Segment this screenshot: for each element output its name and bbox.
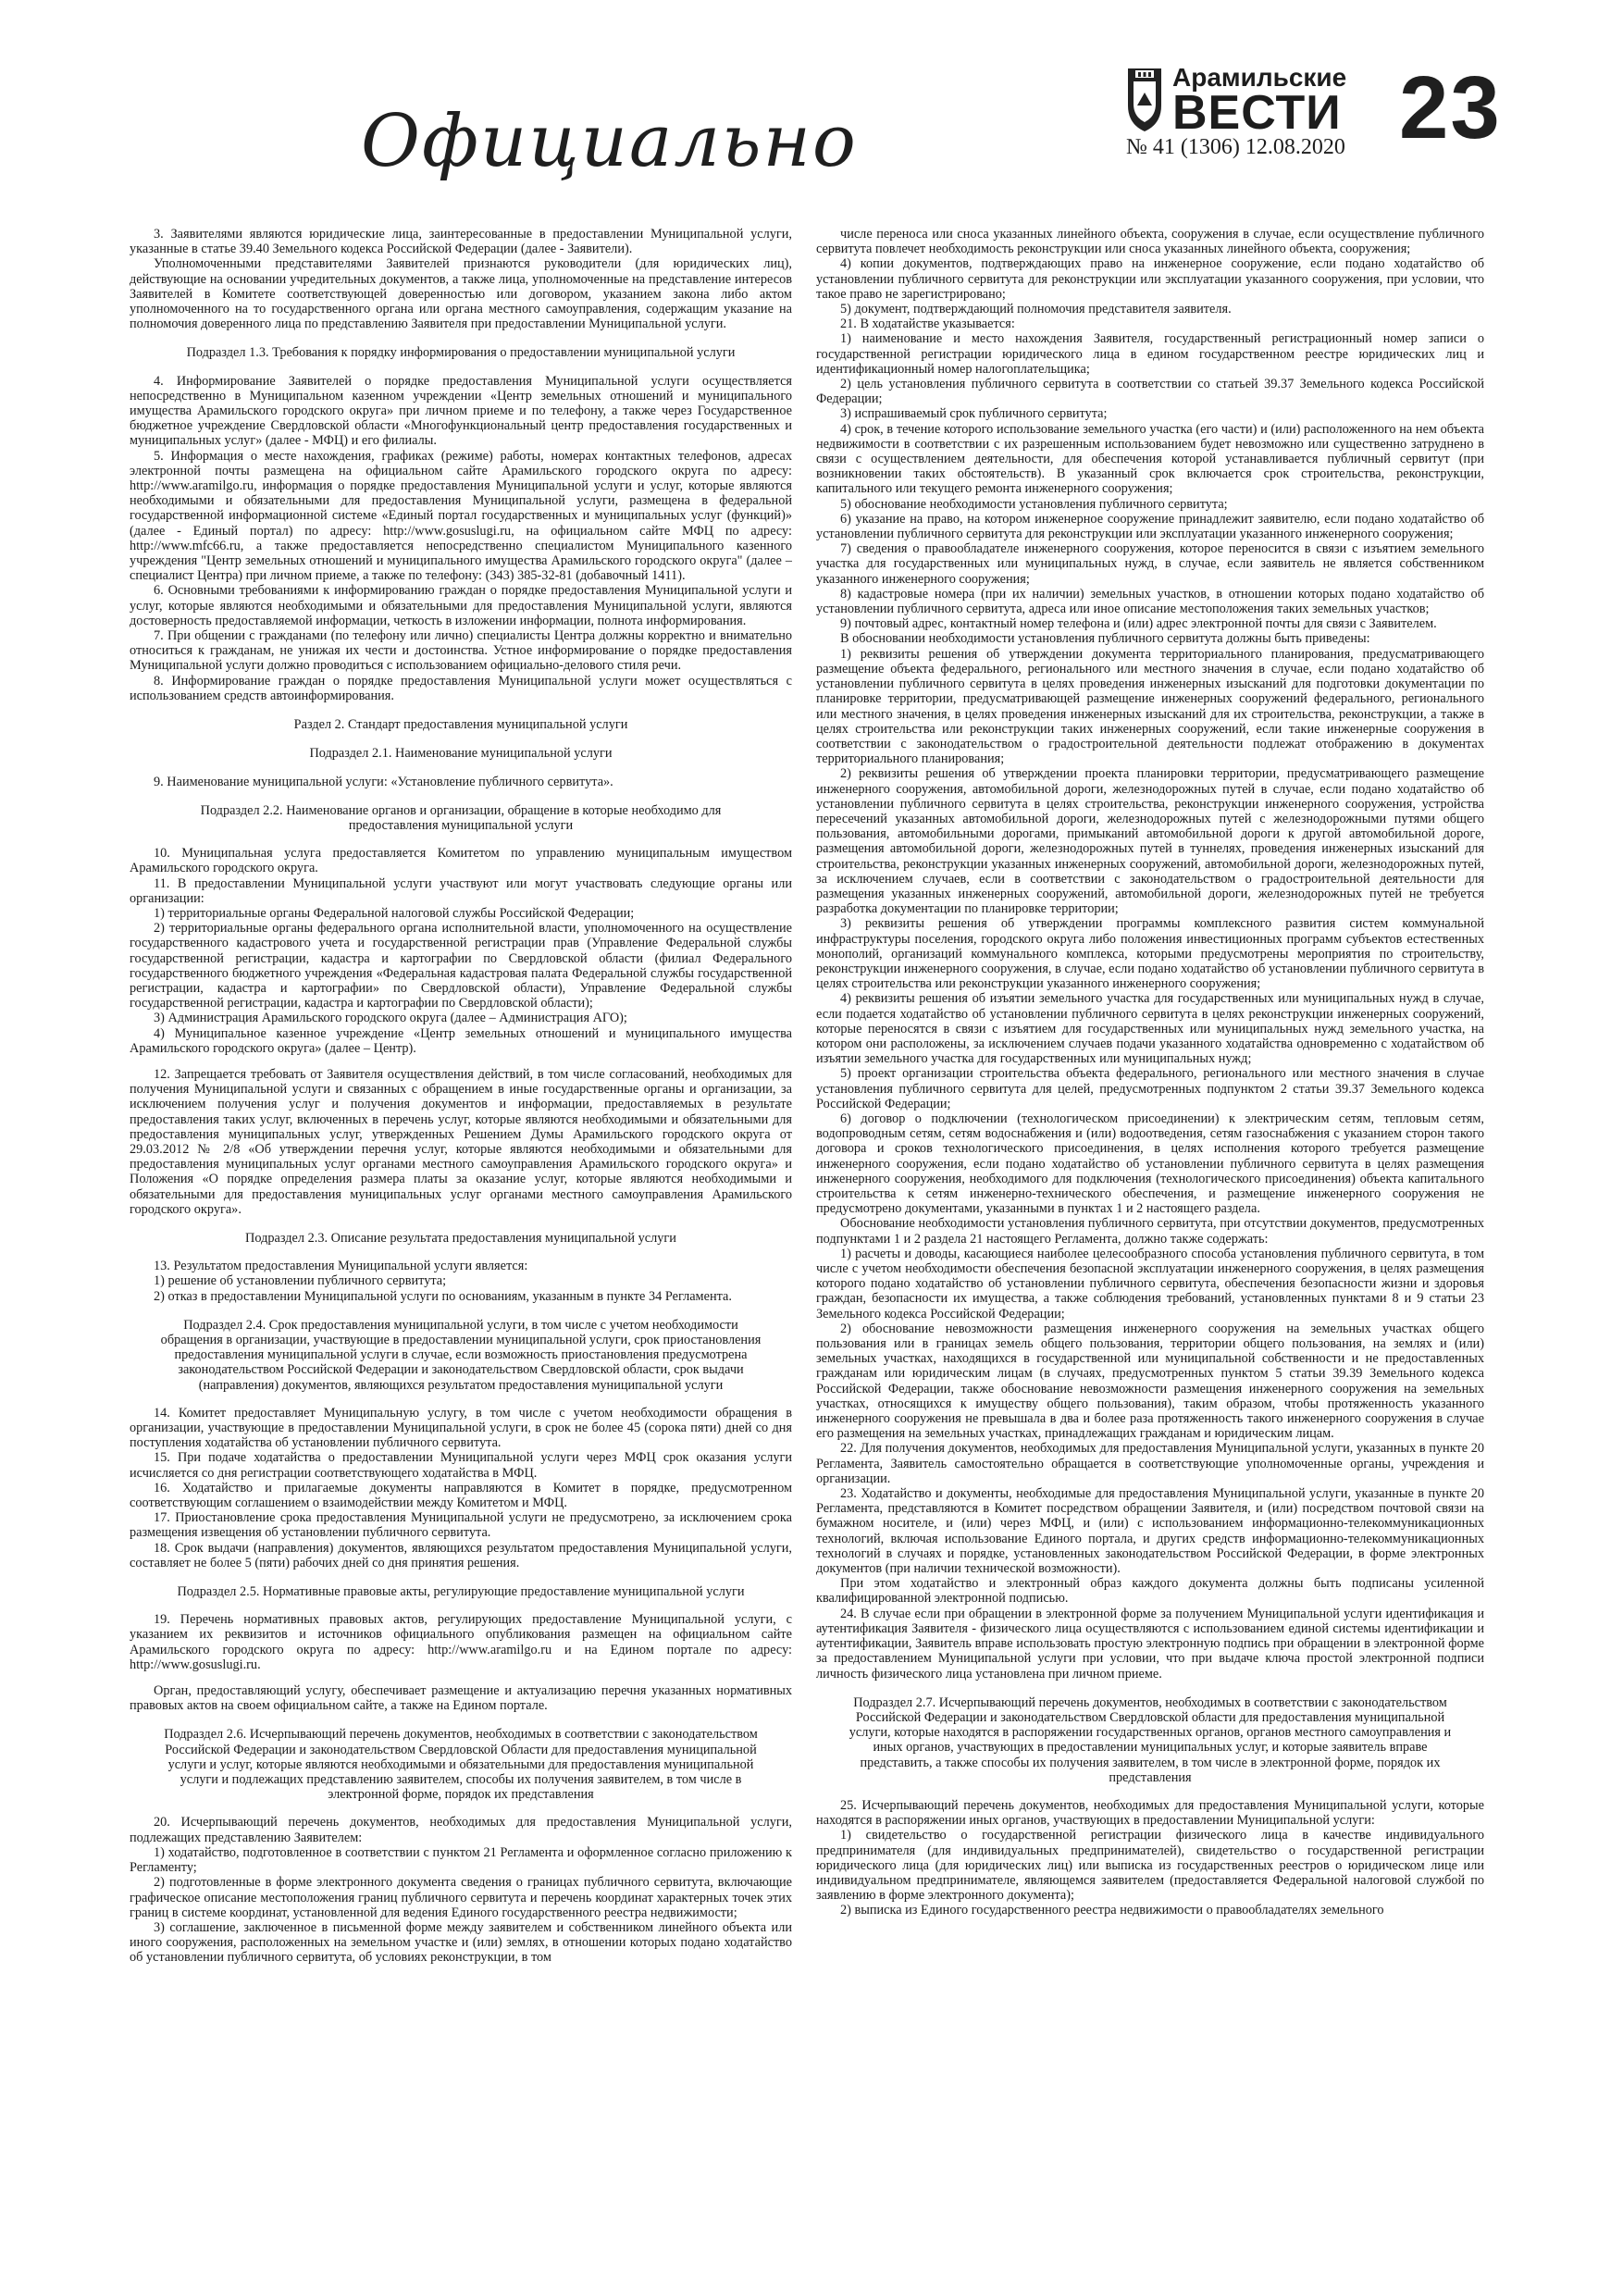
paragraph: 1) ходатайство, подготовленное в соответствии с пунктом 21 Регламента и оформленное согласно приложению к Регламенту;: [130, 1844, 792, 1876]
paragraph: 8. Информирование граждан о порядке предоставления Муниципальной услуги может осуществляться с использованием средств автоинформирования.: [130, 673, 792, 703]
paragraph: 3) испрашиваемый срок публичного сервитута;: [840, 406, 1108, 422]
subsection-heading: Подраздел 2.4. Срок предоставления муниципальной услуги, в том числе с учетом необходимости обращения в организации, участвующие в предоставлении муниципальной услуги, срок приостановления предоставления муниципальной услуги в случае, если возможность приостановления предусмотрена законодательством Российской Федерации и законодательством Свердловской области, срок выдачи (направления) документов, являющихся результатом предоставления муниципальной услуги: [160, 1317, 762, 1393]
paragraph: Уполномоченными представителями Заявителей признаются руководители (для юридических лиц), действующие на основании учредительных документов, а также лица, уполномоченные на представление интересов Заявителей в Комитете соответствующей доверенностью или договором, указанием закона либо актом уполномоченного на то государственного органа или органа местного самоуправления, содержащим указание на полномочия доверенного лица по представлению Заявителя при предоставлении Муниципальной услуги.: [130, 256, 792, 332]
subsection-heading: Подраздел 2.6. Исчерпывающий перечень документов, необходимых в соответствии с законодательством Российской Федерации и законодательством Свердловской Области для предоставления муниципальной услуги и услуг, которые являются необходимыми и обязательными для предоставления муниципальной услуги и подлежащих представлению заявителем, способы их получения заявителем, в том числе в электронной форме, порядок их представления: [164, 1727, 758, 1803]
subsection-heading: Подраздел 2.5. Нормативные правовые акты, регулирующие предоставление муниципальной услуги: [177, 1584, 745, 1600]
paragraph: 7) сведения о правообладателе инженерного сооружения, которое переносится в связи с изъятием земельного участка для государственных или муниципальных нужд, в случае, если заявитель не является собственником указанного инженерного сооружения;: [816, 541, 1484, 587]
paragraph: 13. Результатом предоставления Муниципальной услуги является:: [154, 1259, 528, 1274]
paragraph: При этом ходатайство и электронный образ каждого документа должны быть подписаны усиленной квалифицированной электронной подписью.: [816, 1576, 1484, 1607]
paragraph: 5) документ, подтверждающий полномочия представителя заявителя.: [840, 302, 1232, 317]
paragraph: 2) подготовленные в форме электронного документа сведения о границах публичного сервитута, включающие графическое описание местоположения границ публичного сервитута и перечень координат характерных точек этих границ в системе координат, установленной для ведения Единого государственного реестра недвижимости;: [130, 1875, 792, 1920]
paragraph: 6) указание на право, на котором инженерное сооружение принадлежит заявителю, если подано ходатайство об установлении публичного сервитута для реконструкции или эксплуатации указанного инженерного сооружения;: [816, 511, 1484, 542]
paragraph: Обоснование необходимости установления публичного сервитута, при отсутствии документов, предусмотренных подпунктами 1 и 2 раздела 21 настоящего Регламента, должно также содержать:: [816, 1216, 1484, 1247]
paragraph: 19. Перечень нормативных правовых актов, регулирующих предоставление Муниципальной услуги, с указанием их реквизитов и источников официального опубликования размещен на официальном сайте Арамильского городского округа по адресу: http://www.aramilgo.ru и на Едином портале по адресу: http://www.gosuslugi.ru.: [130, 1612, 792, 1672]
newspaper-name-main: ВЕСТИ: [1172, 86, 1342, 140]
paragraph: 1) решение об установлении публичного сервитута;: [154, 1273, 447, 1289]
right-text-column: [816, 227, 1484, 2283]
paragraph: Орган, предоставляющий услугу, обеспечивает размещение и актуализацию перечня указанных нормативных правовых актов на своем официальном сайте, а также на Едином портале.: [130, 1683, 792, 1714]
paragraph: 4) срок, в течение которого использование земельного участка (его части) и (или) расположенного на нем объекта недвижимости в соответствии с их разрешенным использованием будет невозможно или существенно затруднено в связи с осуществлением деятельности, для обеспечения которой устанавливается публичный сервитут (при возникновении таких обстоятельств). В указанный срок включается срок строительства, реконструкции, капитального или текущего ремонта инженерного сооружения;: [816, 421, 1484, 497]
paragraph: 1) расчеты и доводы, касающиеся наиболее целесообразного способа установления публичного сервитута, в том числе с учетом необходимости обеспечения безопасной эксплуатации инженерного сооружения, в целях размещения которого подано ходатайство об установлении публичного сервитута, обеспечения безопасности жизни и здоровья граждан, безопасности их имущества, а также соблюдения требований, установленных пунктами 8 и 9 статьи 23 Земельного кодекса Российской Федерации;: [816, 1246, 1484, 1322]
paragraph: 23. Ходатайство и документы, необходимые для предоставления Муниципальной услуги, указанные в пункте 20 Регламента, представляются в Комитет посредством обращении Заявителя, и (или) посредством почтовой связи на бумажном носителе, и (или) через МФЦ, и (или) с использованием информационно-телекоммуникационных технологий, включая использование Единого портала, и других средств информационно-телекоммуникационных технологий в случаях и порядке, установленных законодательством Российской Федерации, в форме электронных документов (при наличии технической возможности).: [816, 1486, 1484, 1577]
subsection-heading: Подраздел 1.3. Требования к порядку информирования о предоставлении муниципальной услуги: [186, 345, 736, 361]
paragraph: 17. Приостановление срока предоставления Муниципальной услуги не предусмотрено, за исключением срока размещения извещения об установлении публичного сервитута.: [130, 1510, 792, 1541]
paragraph: 3) реквизиты решения об утверждении программы комплексного развития систем коммунальной инфраструктуры поселения, городского округа либо положения инвестиционных программ субъектов естественных монополий, организаций коммунального комплекса, которыми предусмотрены мероприятия по строительству, реконструкции инженерного сооружения, в случае, если подано ходатайство об установлении публичного сервитута в целях строительства или реконструкции указанного инженерного сооружения;: [816, 916, 1484, 992]
paragraph: 9. Наименование муниципальной услуги: «Установление публичного сервитута».: [154, 774, 613, 789]
paragraph: 1) территориальные органы Федеральной налоговой службы Российской Федерации;: [154, 905, 635, 921]
paragraph: 4) Муниципальное казенное учреждение «Центр земельных отношений и муниципального имущества Арамильского городского округа» (далее – Центр).: [130, 1025, 792, 1056]
paragraph: 15. При подаче ходатайства о предоставлении Муниципальной услуги через МФЦ срок оказания услуги исчисляется со дня регистрации соответствующего ходатайства в МФЦ.: [130, 1450, 792, 1481]
paragraph: 6. Основными требованиями к информированию граждан о порядке предоставления Муниципальной услуги и услуг, которые являются необходимыми и обязательными для предоставления Муниципальной услуги, являются достоверность предоставляемой информации, четкость в изложении информации, полнота информирования.: [130, 583, 792, 628]
paragraph: 16. Ходатайство и прилагаемые документы направляются в Комитет в порядке, предусмотренном соответствующим соглашением о взаимодействии между Комитетом и МФЦ.: [130, 1480, 792, 1511]
paragraph: 10. Муниципальная услуга предоставляется Комитетом по управлению муниципальным имуществом Арамильского городского округа.: [130, 846, 792, 876]
paragraph: 18. Срок выдачи (направления) документов, являющихся результатом предоставления Муниципальной услуги, составляет не более 5 (пяти) рабочих дней со дня принятия решения.: [130, 1540, 792, 1570]
paragraph: 1) реквизиты решения об утверждении документа территориального планирования, предусматривающего размещение объекта федерального, регионального или местного значения в случае, если подано ходатайство об установлении публичного сервитута в целях проведения инженерных изысканий для подготовки документации по планировке территории, предусматривающей размещение инженерных сооружений федерального, регионального или местного значения, в целях проведения инженерных изысканий для их строительства, реконструкции, а также в целях строительства или реконструкции таких инженерных сооружений, если такие инженерные сооружения в соответствии с законодательством о градостроительной деятельности подлежат отображению в документах территориального планирования;: [816, 646, 1484, 767]
paragraph: 3. Заявителями являются юридические лица, заинтересованные в предоставлении Муниципальной услуги, указанные в статье 39.40 Земельного кодекса Российской Федерации (далее - Заявители).: [130, 227, 792, 257]
paragraph: 11. В предоставлении Муниципальной услуги участвуют или могут участвовать следующие органы или организации:: [130, 875, 792, 906]
paragraph: 6) договор о подключении (технологическом присоединении) к электрическим сетям, тепловым сетям, водопроводным сетям, сетям водоснабжения и (или) водоотведения, сетям газоснабжения с указанием сторон такого договора и сроков технологического присоединения, в целях исполнения которого требуется размещение инженерного сооружения, если подано ходатайство об установлении публичного сервитута в целях размещения инженерного сооружения, необходимого для подключения (технологического присоединения) объекта капитального строительства к сетям инженерно-технического обеспечения, и размещение инженерного сооружения не предусмотрено документами, указанными в пунктах 1 и 2 настоящего раздела.: [816, 1111, 1484, 1217]
paragraph: 5. Информация о месте нахождения, графиках (режиме) работы, номерах контактных телефонов, адресах электронной почты размещена на официальном сайте Арамильского городского округа по адресу: http://www.aramilgo.ru, информация о порядке предоставления Муниципальной услуги и услуг, которые являются необходимыми и обязательными для предоставления Муниципальной услуги, размещена в федеральной государственной информационной системе «Единый портал государственных и муниципальных услуг (функций)» (далее - Единый портал) по адресу: http://www.gosuslugi.ru, на официальном сайте МФЦ по адресу: http://www.mfc66.ru, а также предоставляется непосредственно специалистом Муниципального казенного учреждения "Центр земельных отношений и муниципального имущества Арамильского городского округа" (далее – специалист Центра) при личном приеме, а также по телефону: (343) 385-32-81 (добавочный 1411).: [130, 448, 792, 584]
paragraph: 1) наименование и место нахождения Заявителя, государственный регистрационный номер записи о государственной регистрации юридического лица в едином государственном реестре юридических лиц и идентификационный номер налогоплательщика;: [816, 331, 1484, 377]
subsection-heading: Раздел 2. Стандарт предоставления муниципальной услуги: [293, 717, 628, 733]
paragraph: 24. В случае если при обращении в электронной форме за получением Муниципальной услуги идентификация и аутентификация Заявителя - физического лица осуществляются с использованием единой системы идентификации и аутентификации, Заявитель вправе использовать простую электронную подпись при обращении в электронной форме за предоставлением Муниципальной услуги при условии, что при выдаче ключа простой электронной подписи личность физического лица установлена при личном приеме.: [816, 1606, 1484, 1682]
paragraph: 2) цель установления публичного сервитута в соответствии со статьей 39.37 Земельного кодекса Российской Федерации;: [816, 377, 1484, 407]
paragraph: 21. В ходатайстве указывается:: [840, 316, 1015, 332]
paragraph: 4. Информирование Заявителей о порядке предоставления Муниципальной услуги осуществляется непосредственно в Муниципальном казенном учреждении «Центр земельных отношений и муниципального имущества Арамильского городского округа» при личном приеме и по телефону, а также через Государственное бюджетное учреждение Свердловской области «Многофункциональный центр предоставления государственных и муниципальных услуг» (далее - МФЦ) и его филиалы.: [130, 373, 792, 449]
paragraph: 1) свидетельство о государственной регистрации физического лица в качестве индивидуального предпринимателя (для индивидуальных предпринимателей), свидетельство о государственной регистрации юридического лица (для юридических лиц) или выписка из государственных реестров о юридическом лице или индивидуальном предпринимателе, являющемся заявителем (предоставляется Федеральной налоговой службой по заявлению в форме электронного документа);: [816, 1828, 1484, 1904]
paragraph: числе переноса или сноса указанных линейного объекта, сооружения в случае, если осуществление публичного сервитута повлечет необходимость реконструкции или сноса указанных линейного объекта, сооружения;: [816, 227, 1484, 257]
issue-number-date: № 41 (1306) 12.08.2020: [1126, 135, 1345, 159]
paragraph: 7. При общении с гражданами (по телефону или лично) специалисты Центра должны корректно и внимательно относиться к гражданам, не унижая их чести и достоинства. Устное информирование о порядке предоставления Муниципальной услуги должно проводиться с использованием официально-делового стиля речи.: [130, 628, 792, 674]
paragraph: 5) проект организации строительства объекта федерального, регионального или местного значения в случае установления публичного сервитута для целей, предусмотренных подпунктом 2 статьи 39.37 Земельного кодекса Российской Федерации;: [816, 1066, 1484, 1111]
subsection-heading: Подраздел 2.7. Исчерпывающий перечень документов, необходимых в соответствии с законодательством Российской Федерации и законодательством Свердловской области для предоставления муниципальной услуги, которые находятся в распоряжении государственных органов, органов местного самоуправления и иных органов, участвующих в предоставлении муниципальных услуг, и которые заявитель вправе представить, а также способы их получения заявителем, в том числе в электронной форме, порядок их представления: [849, 1694, 1452, 1785]
paragraph: 8) кадастровые номера (при их наличии) земельных участков, в отношении которых подано ходатайство об установлении публичного сервитута, адреса или иное описание местоположения таких земельных участков;: [816, 586, 1484, 617]
paragraph: 22. Для получения документов, необходимых для предоставления Муниципальной услуги, указанных в пункте 20 Регламента, Заявитель самостоятельно обращается в соответствующие уполномоченные органы, учреждения и организации.: [816, 1441, 1484, 1486]
paragraph: 4) копии документов, подтверждающих право на инженерное сооружение, если подано ходатайство об установлении публичного сервитута для реконструкции или эксплуатации указанного сооружения, при условии, что такое право не зарегистрировано;: [816, 256, 1484, 302]
paragraph: 25. Исчерпывающий перечень документов, необходимых для предоставления Муниципальной услуги, которые находятся в распоряжении иных органов, участвующих в предоставлении Муниципальной услуги:: [816, 1797, 1484, 1829]
section-title: Официально: [361, 100, 858, 183]
paragraph: 2) отказ в предоставлении Муниципальной услуги по основаниям, указанным в пункте 34 Регламента.: [154, 1288, 732, 1304]
paragraph: 2) обоснование невозможности размещения инженерного сооружения на земельных участках общего пользования или в границах земель общего пользования, территории общего пользования, на землях и (или) земельных участках, находящихся в государственной или муниципальной собственности и не предоставленных гражданам или юридическим лицам (в случаях, предусмотренных пунктом 5 статьи 39.39 Земельного кодекса Российской Федерации, также обоснование невозможности размещения инженерного сооружения на земельных участках, относящихся к имуществу общего пользования), таким образом, чтобы протяженность указанного инженерного сооружения не превышала в два и более раза протяженность такого инженерного сооружения в случае его размещения на земельных участках, принадлежащих гражданам и юридическим лицам.: [816, 1321, 1484, 1442]
coat-of-arms-icon: [1122, 65, 1167, 133]
paragraph: 9) почтовый адрес, контактный номер телефона и (или) адрес электронной почты для связи с Заявителем.: [840, 616, 1437, 632]
paragraph: 2) территориальные органы федерального органа исполнительной власти, уполномоченного на осуществление государственного кадастрового учета и государственной регистрации прав (Управление Федеральной службы государственной регистрации, кадастра и картографии по Свердловской области (филиал Федерального государственного бюджетного учреждения «Федеральная кадастровая палата Федеральной службы государственной регистрации, кадастра и картографии» по Свердловской области), Управление Федеральной службы государственной регистрации, кадастра и картографии по Свердловской области);: [130, 921, 792, 1011]
paragraph: 2) выписка из Единого государственного реестра недвижимости о правообладателях земельного: [840, 1903, 1384, 1918]
newspaper-name-top: Арамильские: [1172, 63, 1347, 92]
paragraph: 3) соглашение, заключенное в письменной форме между заявителем и собственником линейного объекта или иного сооружения, расположенных на земельном участке и (или) землях, в отношении которых подано ходатайство об установлении публичного сервитута, об условиях реконструкции, в том: [130, 1919, 792, 1966]
left-text-column: [130, 227, 792, 2283]
paragraph: 14. Комитет предоставляет Муниципальную услугу, в том числе с учетом необходимости обращения в организации, участвующие в предоставлении Муниципальной услуги, в срок не более 45 (сорока пяти) дней со дня поступления ходатайства об установлении публичного сервитута.: [130, 1405, 792, 1451]
subsection-heading: Подраздел 2.2. Наименование органов и организации, обращение в которые необходимо для предоставления муниципальной услуги: [200, 802, 722, 833]
page-number: 23: [1399, 58, 1502, 157]
paragraph: 12. Запрещается требовать от Заявителя осуществления действий, в том числе согласований, необходимых для получения Муниципальной услуги и связанных с обращением в иные государственные органы и организации, за исключением получения услуг и получения документов и информации, предоставляемых в результате предоставления таких услуг, включенных в перечень услуг, которые являются необходимыми и обязательными для предоставления муниципальных услуг, утвержденных Решением Думы Арамильского городского округа от 29.03.2012 № 2/8 «Об утверждении перечня услуг, которые являются необходимыми и обязательными для предоставления муниципальных услуг органами местного самоуправления Арамильского городского округа» и Положения «О порядке определения размера платы за оказание услуг, которые являются необходимыми и обязательными для предоставления муниципальных услуг органами местного самоуправления Арамильского городского округа».: [130, 1066, 792, 1217]
paragraph: 4) реквизиты решения об изъятии земельного участка для государственных или муниципальных нужд в случае, если подается ходатайство об установлении публичного сервитута в целях реконструкции инженерных сооружений, которые переносятся в связи с изъятием для государственных или муниципальных нужд земельного участка, на котором они расположены, за исключением случаев подачи указанного ходатайства одновременно с ходатайством об изъятии земельного участка для государственных или муниципальных нужд;: [816, 991, 1484, 1067]
paragraph: 5) обоснование необходимости установления публичного сервитута;: [840, 496, 1228, 512]
subsection-heading: Подраздел 2.3. Описание результата предоставления муниципальной услуги: [245, 1230, 676, 1246]
paragraph: В обосновании необходимости установления публичного сервитута должны быть приведены:: [840, 631, 1370, 647]
subsection-heading: Подраздел 2.1. Наименование муниципальной услуги: [309, 746, 613, 762]
paragraph: 2) реквизиты решения об утверждении проекта планировки территории, предусматривающего размещение инженерного сооружения, автомобильной дороги, железнодорожных путей в случае, если подано ходатайство об установлении публичного сервитута в целях строительства, реконструкции инженерного сооружения, устройства пересечений указанных автомобильной дороги, железнодорожных путей с железнодорожными путями общего пользования, автомобильными дорогами, примыканий автомобильной дороги к другой автомобильной дороге, размещения автомобильной дороги, железнодорожных путей в туннелях, проведения инженерных изысканий для строительства, реконструкции указанных инженерных сооружений, автомобильной дороги, железнодорожных путей, за исключением случаев, если в соответствии с законодательством о градостроительной деятельности для размещения указанных инженерных сооружений, автомобильной дороги, железнодорожных путей не требуется разработка документации по планировке территории;: [816, 766, 1484, 917]
paragraph: 3) Администрация Арамильского городского округа (далее – Администрация АГО);: [154, 1011, 627, 1026]
paragraph: 20. Исчерпывающий перечень документов, необходимых для предоставления Муниципальной услуги, подлежащих представлению Заявителем:: [130, 1815, 792, 1845]
